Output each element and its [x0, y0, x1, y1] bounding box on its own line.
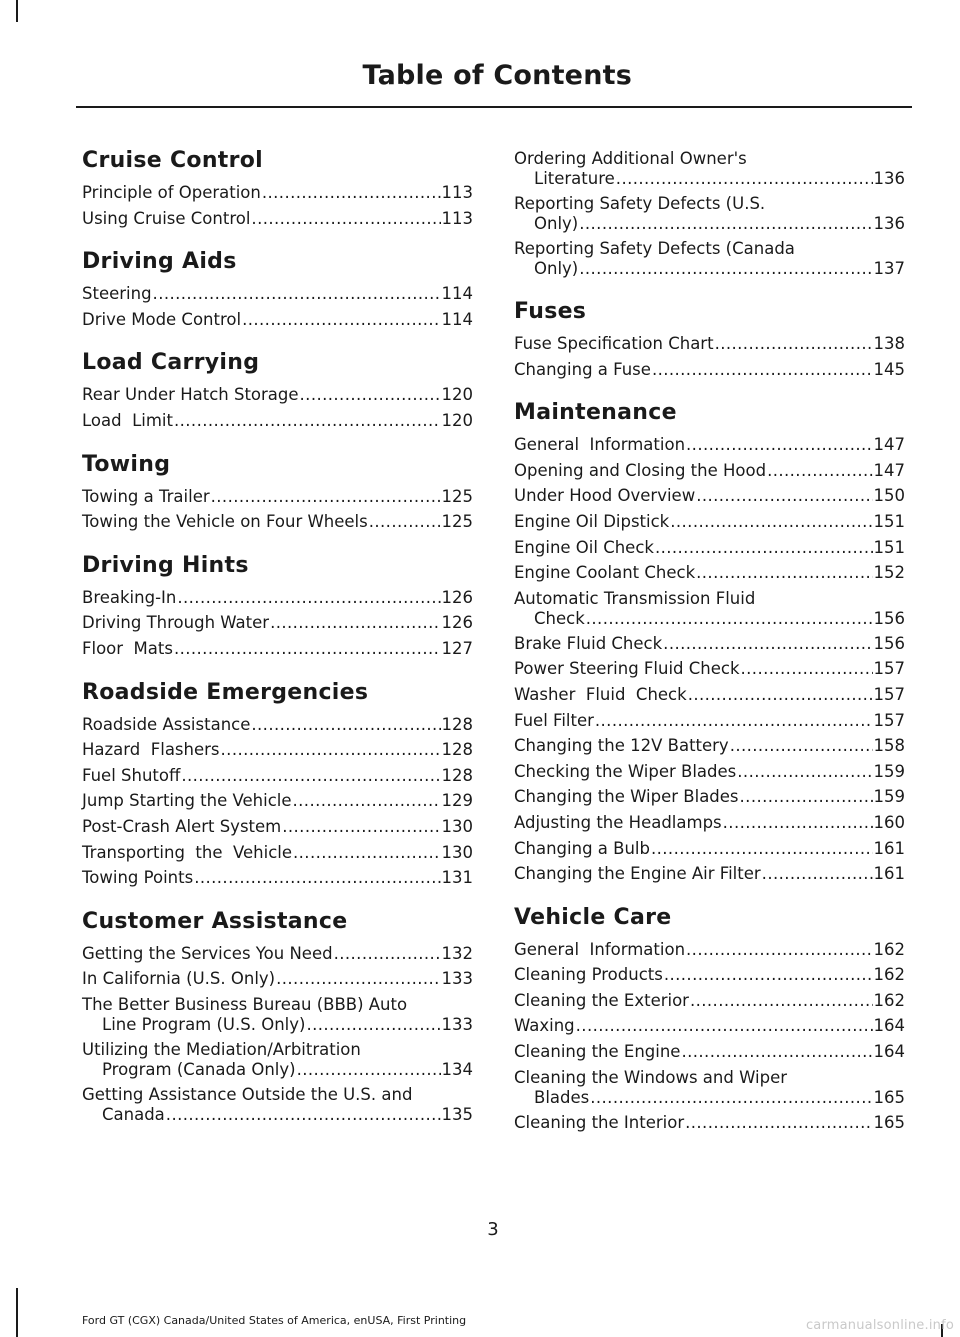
toc-entry[interactable] — [82, 307, 473, 333]
page-number: 3 — [487, 1219, 499, 1240]
toc-entry[interactable] — [514, 656, 905, 682]
toc-entry[interactable] — [514, 458, 905, 484]
toc-entry-page: 128 — [441, 714, 473, 734]
toc-entry-page: 127 — [441, 638, 473, 658]
toc-entry-label: Breaking-In — [82, 587, 177, 607]
dot-leader — [762, 861, 873, 887]
toc-entry-label: Cleaning the Exterior — [514, 990, 689, 1010]
toc-entry[interactable] — [514, 432, 905, 458]
toc-entry-label: Using Cruise Control — [82, 208, 251, 228]
toc-entry-label-line2: Blades — [534, 1087, 590, 1107]
toc-entry-page: 137 — [873, 259, 905, 278]
dot-leader — [740, 784, 873, 810]
toc-entry-label-line2: Line Program (U.S. Only) — [102, 1014, 306, 1034]
toc-entry-label-line1: Reporting Safety Defects (Canada — [514, 239, 795, 258]
toc-entry-label: Getting the Services You Need — [82, 943, 333, 963]
toc-entry-page: 130 — [441, 816, 473, 836]
toc-entry-label: Hazard Flashers — [82, 740, 220, 760]
dot-leader — [670, 509, 872, 535]
dot-leader — [723, 810, 873, 836]
toc-entry-page: 113 — [441, 183, 473, 202]
dot-leader — [276, 966, 440, 992]
toc-entry-label: Checking the Wiper Blades — [514, 761, 737, 781]
toc-section — [82, 348, 473, 433]
toc-entry[interactable] — [514, 1039, 905, 1065]
toc-entry-line2 — [514, 169, 905, 189]
toc-entry-label: General Information — [514, 939, 686, 959]
toc-section — [514, 398, 905, 887]
toc-section — [82, 146, 473, 231]
toc-entry[interactable] — [514, 331, 905, 357]
toc-entry-page: 162 — [873, 990, 905, 1010]
toc-entry-page: 128 — [441, 765, 473, 785]
toc-entry-label: Transporting the Vehicle — [82, 842, 293, 862]
toc-entry-label-line2: Program (Canada Only) — [102, 1059, 296, 1079]
dot-leader — [369, 509, 441, 535]
toc-entry-label: Fuel Shutoff — [82, 765, 181, 785]
toc-entry-page: 128 — [441, 740, 473, 760]
toc-entry-label: Opening and Closing the Hood — [514, 460, 767, 480]
toc-entry-page: 145 — [873, 359, 905, 379]
dot-leader — [688, 682, 873, 708]
toc-entry[interactable] — [514, 988, 905, 1014]
dot-leader — [177, 585, 440, 611]
toc-entry-label: Changing a Bulb — [514, 838, 650, 858]
toc-entry-page: 136 — [873, 214, 905, 233]
dot-leader — [576, 1013, 873, 1039]
toc-entry-label: Post-Crash Alert System — [82, 816, 282, 836]
dot-leader — [696, 483, 872, 509]
toc-entry-page: 126 — [441, 587, 473, 607]
toc-entry-page: 120 — [441, 410, 473, 430]
toc-entry-page: 151 — [873, 537, 905, 557]
toc-entry-label: General Information — [514, 435, 686, 455]
toc-entry-label: Engine Oil Check — [514, 537, 654, 557]
toc-section — [82, 450, 473, 535]
toc-entry-label: Steering — [82, 284, 152, 304]
toc-section — [82, 247, 473, 332]
toc-entry-page: 157 — [873, 659, 905, 679]
toc-entry-label-line2: Only) — [534, 214, 579, 233]
toc-entry[interactable] — [514, 733, 905, 759]
section-heading: Vehicle Care — [514, 904, 672, 930]
section-heading: Maintenance — [514, 400, 677, 426]
toc-entry[interactable] — [82, 484, 473, 510]
dot-leader — [741, 656, 873, 682]
dot-leader — [590, 1088, 872, 1108]
toc-entry-label: Roadside Assistance — [82, 714, 251, 734]
toc-entry-page: 129 — [441, 791, 473, 811]
toc-entry-label: Washer Fluid Check — [514, 684, 687, 704]
toc-entry-page: 138 — [873, 334, 905, 353]
toc-entry[interactable] — [82, 814, 473, 840]
section-heading: Towing — [82, 451, 171, 477]
toc-entry-label: Cleaning the Engine — [514, 1042, 681, 1062]
toc-entry-label: Fuse Specification Chart — [514, 334, 714, 353]
dot-leader — [293, 788, 441, 814]
toc-entry-label-line2: Only) — [534, 259, 579, 278]
toc-entry[interactable] — [514, 146, 905, 191]
toc-entry[interactable] — [82, 941, 473, 967]
section-heading: Customer Assistance — [82, 908, 348, 934]
toc-right-column — [514, 146, 905, 1135]
toc-entry-label: Power Steering Fluid Check — [514, 659, 740, 679]
toc-entry-label-line2: Literature — [534, 169, 615, 188]
dot-leader — [166, 1105, 441, 1125]
toc-entry-page: 113 — [441, 208, 473, 228]
dot-leader — [730, 733, 873, 759]
toc-entry-page: 125 — [441, 486, 473, 506]
dot-leader — [655, 535, 873, 561]
toc-entry[interactable] — [82, 737, 473, 763]
toc-continued-entries — [514, 146, 905, 281]
toc-entry-label: Cleaning Products — [514, 965, 663, 985]
toc-entry[interactable] — [82, 712, 473, 738]
toc-entry[interactable] — [82, 840, 473, 866]
dot-leader — [153, 281, 441, 307]
toc-entry-page: 133 — [441, 1014, 473, 1034]
toc-entry[interactable] — [514, 509, 905, 535]
toc-entry[interactable] — [514, 937, 905, 963]
section-heading: Roadside Emergencies — [82, 679, 369, 705]
toc-entry-line2 — [82, 1060, 473, 1080]
toc-section — [514, 903, 905, 1136]
toc-entry[interactable] — [82, 636, 473, 662]
toc-entry-label: Rear Under Hatch Storage — [82, 385, 299, 405]
dot-leader — [297, 1060, 441, 1080]
toc-entry[interactable] — [514, 962, 905, 988]
toc-entry[interactable] — [514, 682, 905, 708]
dot-leader — [690, 988, 873, 1014]
dot-leader — [242, 307, 440, 333]
crop-mark-top-left — [16, 0, 18, 22]
toc-entry-label: Load Limit — [82, 410, 173, 430]
dot-leader — [300, 382, 441, 408]
toc-entry-label-line1: Utilizing the Mediation/Arbitration — [82, 1039, 361, 1059]
toc-entry-label: Under Hood Overview — [514, 486, 696, 506]
toc-entry-page: 162 — [873, 965, 905, 985]
toc-entry-label: In California (U.S. Only) — [82, 969, 276, 989]
toc-entry-page: 157 — [873, 710, 905, 730]
section-heading: Fuses — [514, 299, 587, 324]
toc-entry-page: 158 — [873, 736, 905, 756]
toc-entry-page: 159 — [873, 787, 905, 807]
dot-leader — [696, 560, 872, 586]
toc-entry-line2 — [514, 609, 905, 629]
dot-leader — [174, 408, 441, 434]
dot-leader — [334, 941, 441, 967]
toc-section — [514, 297, 905, 382]
toc-entry-page: 161 — [873, 864, 905, 884]
toc-entry[interactable] — [514, 631, 905, 657]
toc-entry-page: 160 — [873, 812, 905, 832]
toc-entry-label: Drive Mode Control — [82, 309, 242, 329]
dot-leader — [282, 814, 440, 840]
dot-leader — [767, 458, 872, 484]
dot-leader — [686, 937, 872, 963]
toc-entry-label: Waxing — [514, 1016, 575, 1036]
toc-entry[interactable] — [82, 992, 473, 1037]
section-heading: Driving Aids — [82, 249, 237, 275]
dot-leader — [211, 484, 441, 510]
toc-entry-label-line1: Cleaning the Windows and Wiper — [514, 1067, 788, 1087]
toc-entry-page: 114 — [441, 309, 473, 329]
dot-leader — [251, 206, 440, 232]
toc-entry-label-line2: Check — [534, 608, 585, 628]
toc-entry[interactable] — [82, 610, 473, 636]
toc-entry[interactable] — [514, 357, 905, 383]
header-rule — [76, 106, 912, 108]
toc-entry-page: 120 — [441, 385, 473, 405]
toc-entry-label: Adjusting the Headlamps — [514, 812, 722, 832]
toc-entry[interactable] — [82, 281, 473, 307]
toc-entry-line2 — [82, 1105, 473, 1125]
toc-entry[interactable] — [82, 206, 473, 232]
toc-entry[interactable] — [82, 1037, 473, 1082]
dot-leader — [651, 836, 873, 862]
dot-leader — [663, 631, 872, 657]
toc-entry-label: Principle of Operation — [82, 183, 261, 202]
toc-section — [82, 678, 473, 891]
toc-entry-page: 156 — [873, 608, 905, 628]
toc-section — [82, 907, 473, 1127]
toc-entry[interactable] — [82, 382, 473, 408]
crop-mark-bottom-left — [16, 1288, 18, 1337]
toc-entry-page: 157 — [873, 684, 905, 704]
dot-leader — [616, 169, 873, 189]
toc-entry[interactable] — [514, 483, 905, 509]
watermark: carmanualsonline.info — [805, 1318, 954, 1333]
toc-entry-page: 126 — [441, 613, 473, 633]
toc-entry-page: 164 — [873, 1016, 905, 1036]
toc-entry-page: 136 — [873, 169, 905, 188]
toc-entry[interactable] — [82, 509, 473, 535]
toc-entry[interactable] — [82, 763, 473, 789]
toc-entry-page: 135 — [441, 1104, 473, 1124]
toc-entry[interactable] — [514, 810, 905, 836]
dot-leader — [664, 962, 873, 988]
toc-entry-label-line1: Automatic Transmission Fluid — [514, 588, 756, 608]
toc-entry[interactable] — [82, 180, 473, 206]
toc-entry-label-line1: Reporting Safety Defects (U.S. — [514, 194, 766, 213]
toc-entry-label: Engine Coolant Check — [514, 563, 696, 583]
toc-entry-page: 125 — [441, 512, 473, 532]
page-title: Table of Contents — [362, 60, 632, 91]
toc-entry-label-line2: Canada — [102, 1104, 165, 1124]
toc-entry[interactable] — [514, 1065, 905, 1110]
toc-entry[interactable] — [82, 1082, 473, 1127]
dot-leader — [681, 1039, 872, 1065]
toc-entry-label: Towing a Trailer — [82, 486, 210, 506]
toc-entry-page: 132 — [441, 943, 473, 963]
dot-leader — [715, 331, 873, 357]
toc-entry-page: 164 — [873, 1042, 905, 1062]
dot-leader — [652, 357, 873, 383]
toc-entry-line2 — [514, 214, 905, 234]
dot-leader — [194, 865, 440, 891]
dot-leader — [595, 708, 873, 734]
dot-leader — [586, 609, 873, 629]
dot-leader — [221, 737, 441, 763]
print-note: Ford GT (CGX) Canada/United States of America, enUSA, First Printing — [82, 1314, 467, 1327]
toc-entry-label: Changing the Wiper Blades — [514, 787, 739, 807]
toc-entry[interactable] — [514, 560, 905, 586]
toc-entry-page: 165 — [873, 1087, 905, 1107]
toc-entry-line2 — [514, 1088, 905, 1108]
toc-entry-page: 161 — [873, 838, 905, 858]
section-heading: Driving Hints — [82, 552, 249, 578]
section-heading: Cruise Control — [82, 148, 264, 173]
toc-entry-page: 130 — [441, 842, 473, 862]
dot-leader — [270, 610, 440, 636]
toc-entry-label: Cleaning the Interior — [514, 1112, 685, 1132]
toc-entry[interactable] — [514, 1110, 905, 1136]
toc-entry[interactable] — [514, 586, 905, 631]
toc-entry[interactable] — [82, 865, 473, 891]
toc-entry-line2 — [514, 259, 905, 279]
toc-entry[interactable] — [514, 759, 905, 785]
toc-entry-page: 165 — [873, 1112, 905, 1132]
toc-entry-label: Brake Fluid Check — [514, 633, 663, 653]
toc-entry-page: 114 — [441, 284, 473, 304]
toc-entry[interactable] — [514, 708, 905, 734]
toc-entry-line2 — [82, 1015, 473, 1035]
dot-leader — [685, 1110, 872, 1136]
toc-entry-label: Towing Points — [82, 868, 194, 888]
toc-entry-label: Floor Mats — [82, 638, 173, 658]
dot-leader — [293, 840, 440, 866]
toc-entry-page: 156 — [873, 633, 905, 653]
dot-leader — [251, 712, 440, 738]
toc-entry[interactable] — [514, 784, 905, 810]
toc-entry[interactable] — [82, 966, 473, 992]
dot-leader — [306, 1015, 440, 1035]
toc-entry-label: Changing the 12V Battery — [514, 736, 729, 756]
toc-entry-page: 133 — [441, 969, 473, 989]
dot-leader — [686, 432, 872, 458]
toc-entry-label-line1: Getting Assistance Outside the U.S. and — [82, 1084, 413, 1104]
toc-entry[interactable] — [82, 585, 473, 611]
toc-entry-label-line1: Ordering Additional Owner's — [514, 149, 747, 168]
toc-entry-page: 147 — [873, 460, 905, 480]
dot-leader — [262, 180, 441, 206]
toc-entry-page: 162 — [873, 939, 905, 959]
toc-entry[interactable] — [514, 861, 905, 887]
toc-entry-label: Changing a Fuse — [514, 359, 651, 379]
dot-leader — [174, 636, 441, 662]
toc-entry[interactable] — [82, 788, 473, 814]
dot-leader — [737, 759, 872, 785]
toc-entry[interactable] — [514, 535, 905, 561]
toc-entry-page: 134 — [441, 1059, 473, 1079]
dot-leader — [181, 763, 440, 789]
toc-entry-page: 151 — [873, 511, 905, 531]
toc-entry-page: 159 — [873, 761, 905, 781]
toc-entry[interactable] — [82, 408, 473, 434]
toc-entry-label: Changing the Engine Air Filter — [514, 864, 761, 884]
toc-left-column — [82, 146, 473, 1127]
toc-entry[interactable] — [514, 236, 905, 281]
toc-entry-page: 152 — [873, 563, 905, 583]
toc-entry-page: 150 — [873, 486, 905, 506]
dot-leader — [579, 259, 872, 279]
toc-entry-label: Towing the Vehicle on Four Wheels — [82, 512, 368, 532]
toc-entry-label: Jump Starting the Vehicle — [82, 791, 292, 811]
toc-entry-label: Driving Through Water — [82, 613, 270, 633]
toc-entry[interactable] — [514, 191, 905, 236]
toc-section — [82, 551, 473, 662]
toc-entry-label: Engine Oil Dipstick — [514, 511, 670, 531]
toc-entry-page: 147 — [873, 435, 905, 455]
toc-entry-label-line1: The Better Business Bureau (BBB) Auto — [82, 994, 408, 1014]
dot-leader — [579, 214, 872, 234]
toc-entry-label: Fuel Filter — [514, 710, 594, 730]
toc-entry[interactable] — [514, 1013, 905, 1039]
section-heading: Load Carrying — [82, 350, 260, 376]
toc-entry-page: 131 — [441, 868, 473, 888]
toc-entry[interactable] — [514, 836, 905, 862]
